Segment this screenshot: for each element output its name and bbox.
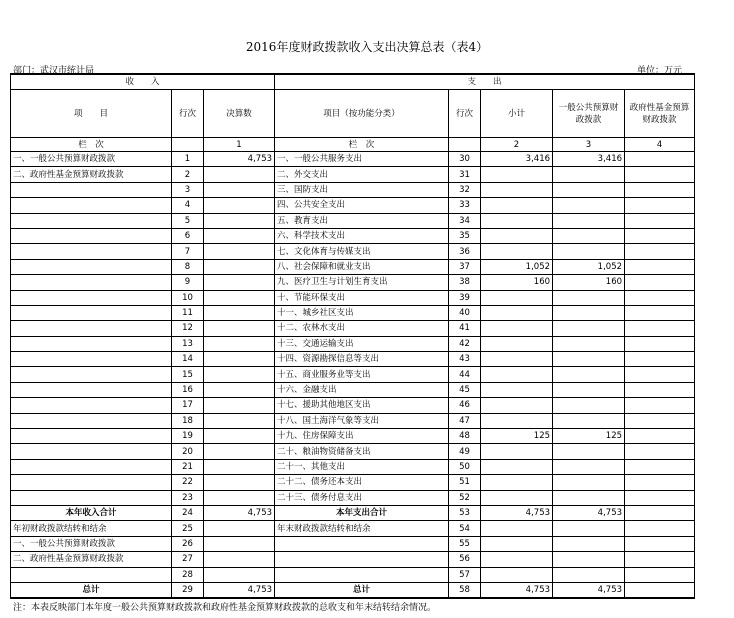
left-value: [204, 490, 275, 505]
general-value: 125: [553, 429, 625, 444]
right-line: 54: [449, 521, 481, 536]
right-line: 56: [449, 552, 481, 567]
left-item: 年初财政拨款结转和结余: [11, 521, 172, 536]
right-item: 总计: [275, 582, 449, 598]
left-value: [204, 475, 275, 490]
left-item: 本年收入合计: [11, 505, 172, 520]
table-row: [11, 321, 695, 336]
left-line: 23: [172, 490, 204, 505]
fund-value: [625, 336, 695, 351]
subtotal-value: [481, 228, 553, 243]
subtotal-value: [481, 305, 553, 320]
budget-summary-table: [10, 73, 695, 599]
right-item: 十三、交通运输支出: [275, 336, 449, 351]
right-item: 二十、粮油物资储备支出: [275, 444, 449, 459]
fund-value: [625, 475, 695, 490]
fund-value: [625, 536, 695, 551]
left-item: [11, 367, 172, 382]
fund-value: [625, 167, 695, 182]
right-item: 本年支出合计: [275, 505, 449, 520]
general-value: [553, 459, 625, 474]
general-value: [553, 198, 625, 213]
left-line: 10: [172, 290, 204, 305]
general-value: 1,052: [553, 259, 625, 274]
right-line: 43: [449, 352, 481, 367]
right-line: 45: [449, 382, 481, 397]
general-value: [553, 398, 625, 413]
left-line: 26: [172, 536, 204, 551]
left-item: [11, 352, 172, 367]
right-item: 二十三、债务付息支出: [275, 490, 449, 505]
right-line: 58: [449, 582, 481, 598]
left-line: 18: [172, 413, 204, 428]
general-value: [553, 244, 625, 259]
table-row: [11, 398, 695, 413]
fund-value: [625, 582, 695, 598]
col-item-func-header: 项目（按功能分类）: [275, 90, 449, 138]
left-line: 20: [172, 444, 204, 459]
subtotal-value: [481, 398, 553, 413]
fund-value: [625, 382, 695, 397]
table-row: [11, 505, 695, 520]
table-row: [11, 521, 695, 536]
left-item: [11, 182, 172, 197]
table-row: [11, 290, 695, 305]
left-value: [204, 552, 275, 567]
general-value: [553, 290, 625, 305]
general-value: [553, 167, 625, 182]
general-value: [553, 228, 625, 243]
general-value: [553, 321, 625, 336]
subtotal-value: [481, 552, 553, 567]
left-line: 13: [172, 336, 204, 351]
right-item: 十、节能环保支出: [275, 290, 449, 305]
right-item: 十五、商业服务业等支出: [275, 367, 449, 382]
right-item: 十四、资源勘探信息等支出: [275, 352, 449, 367]
left-value: [204, 382, 275, 397]
left-item: [11, 567, 172, 582]
fund-value: [625, 198, 695, 213]
left-item: [11, 213, 172, 228]
right-line: 55: [449, 536, 481, 551]
left-line: 27: [172, 552, 204, 567]
left-item: [11, 259, 172, 274]
subtotal-value: 3,416: [481, 152, 553, 167]
left-value: 4,753: [204, 582, 275, 598]
fund-value: [625, 552, 695, 567]
left-line: 7: [172, 244, 204, 259]
fund-value: [625, 367, 695, 382]
right-line: 32: [449, 182, 481, 197]
subtotal-value: 4,753: [481, 582, 553, 598]
left-line: 5: [172, 213, 204, 228]
lane-c1: 1: [204, 138, 275, 152]
table-row: [11, 228, 695, 243]
left-value: [204, 290, 275, 305]
left-value: [204, 305, 275, 320]
left-value: [204, 336, 275, 351]
table-row: [11, 367, 695, 382]
right-line: 44: [449, 367, 481, 382]
subtotal-value: [481, 182, 553, 197]
left-item: 二、政府性基金预算财政拨款: [11, 167, 172, 182]
right-line: 57: [449, 567, 481, 582]
subtotal-value: [481, 336, 553, 351]
right-item: 十九、住房保障支出: [275, 429, 449, 444]
lane-label: 栏 次: [11, 138, 172, 152]
right-line: 39: [449, 290, 481, 305]
general-value: [553, 444, 625, 459]
subtotal-value: 1,052: [481, 259, 553, 274]
table-row: [11, 382, 695, 397]
left-value: [204, 228, 275, 243]
subtotal-value: 4,753: [481, 505, 553, 520]
general-value: 160: [553, 275, 625, 290]
table-row: [11, 459, 695, 474]
left-item: [11, 336, 172, 351]
subtotal-value: [481, 367, 553, 382]
report-title: 2016年度财政拨款收入支出决算总表（表4）: [245, 40, 489, 54]
fund-value: [625, 413, 695, 428]
left-line: 12: [172, 321, 204, 336]
left-item: [11, 244, 172, 259]
fund-value: [625, 213, 695, 228]
left-item: [11, 198, 172, 213]
right-line: 41: [449, 321, 481, 336]
table-row: [11, 259, 695, 274]
right-item: 十八、国土海洋气象等支出: [275, 413, 449, 428]
table-row: [11, 490, 695, 505]
right-item: 二十一、其他支出: [275, 459, 449, 474]
table-row: [11, 182, 695, 197]
fund-value: [625, 152, 695, 167]
left-line: 19: [172, 429, 204, 444]
left-value: [204, 244, 275, 259]
general-value: 4,753: [553, 505, 625, 520]
left-item: [11, 321, 172, 336]
left-line: 14: [172, 352, 204, 367]
general-value: [553, 336, 625, 351]
subtotal-value: [481, 352, 553, 367]
fund-value: [625, 321, 695, 336]
left-item: 一、一般公共预算财政拨款: [11, 536, 172, 551]
col-general-header: 一般公共预算财政拨款: [553, 90, 625, 138]
left-value: [204, 259, 275, 274]
right-line: 30: [449, 152, 481, 167]
left-line: 11: [172, 305, 204, 320]
right-line: 37: [449, 259, 481, 274]
left-item: 二、政府性基金预算财政拨款: [11, 552, 172, 567]
subtotal-value: [481, 382, 553, 397]
right-line: 50: [449, 459, 481, 474]
fund-value: [625, 290, 695, 305]
left-line: 15: [172, 367, 204, 382]
fund-value: [625, 305, 695, 320]
general-value: 3,416: [553, 152, 625, 167]
left-line: 16: [172, 382, 204, 397]
fund-value: [625, 182, 695, 197]
left-value: [204, 459, 275, 474]
subtotal-value: [481, 567, 553, 582]
right-line: 35: [449, 228, 481, 243]
subtotal-value: [481, 413, 553, 428]
right-line: 49: [449, 444, 481, 459]
right-line: 31: [449, 167, 481, 182]
table-row: [11, 413, 695, 428]
general-value: [553, 367, 625, 382]
left-line: 25: [172, 521, 204, 536]
table-row: [11, 582, 695, 598]
fund-value: [625, 521, 695, 536]
general-value: [553, 552, 625, 567]
subtotal-value: [481, 198, 553, 213]
left-value: [204, 429, 275, 444]
right-line: 36: [449, 244, 481, 259]
right-item: 五、教育支出: [275, 213, 449, 228]
right-line: 34: [449, 213, 481, 228]
left-value: 4,753: [204, 152, 275, 167]
expense-section-header: 支 出: [275, 74, 695, 90]
left-item: [11, 305, 172, 320]
table-row: [11, 244, 695, 259]
right-item: 三、国防支出: [275, 182, 449, 197]
fund-value: [625, 567, 695, 582]
table-row: [11, 198, 695, 213]
subtotal-value: [481, 213, 553, 228]
subtotal-value: [481, 490, 553, 505]
right-line: 48: [449, 429, 481, 444]
unit-label: 单位：万元: [636, 66, 682, 76]
right-line: 38: [449, 275, 481, 290]
table-row: [11, 152, 695, 167]
subtotal-value: [481, 444, 553, 459]
table-row: [11, 167, 695, 182]
right-item: [275, 567, 449, 582]
table-row: [11, 213, 695, 228]
subtotal-value: [481, 244, 553, 259]
left-value: [204, 413, 275, 428]
left-value: [204, 321, 275, 336]
left-item: [11, 413, 172, 428]
table-row: [11, 275, 695, 290]
left-item: [11, 429, 172, 444]
table-row: [11, 567, 695, 582]
left-line: 8: [172, 259, 204, 274]
fund-value: [625, 505, 695, 520]
right-item: 二十二、债务还本支出: [275, 475, 449, 490]
right-item: 九、医疗卫生与计划生育支出: [275, 275, 449, 290]
fund-value: [625, 259, 695, 274]
col-line2-header: 行次: [449, 90, 481, 138]
left-value: [204, 398, 275, 413]
fund-value: [625, 429, 695, 444]
general-value: 4,753: [553, 582, 625, 598]
left-line: 3: [172, 182, 204, 197]
general-value: [553, 475, 625, 490]
general-value: [553, 305, 625, 320]
fund-value: [625, 490, 695, 505]
col-line-header: 行次: [172, 90, 204, 138]
left-line: 21: [172, 459, 204, 474]
left-item: [11, 459, 172, 474]
table-row: [11, 475, 695, 490]
left-line: 29: [172, 582, 204, 598]
subtotal-value: [481, 521, 553, 536]
general-value: [553, 213, 625, 228]
general-value: [553, 536, 625, 551]
right-item: 一、一般公共服务支出: [275, 152, 449, 167]
department-label: 部门：武汉市统计局: [13, 66, 95, 76]
right-item: 六、科学技术支出: [275, 228, 449, 243]
right-line: 47: [449, 413, 481, 428]
general-value: [553, 567, 625, 582]
subtotal-value: [481, 475, 553, 490]
footnote: 注：本表反映部门本年度一般公共预算财政拨款和政府性基金预算财政拨款的总收支和年末结转结余情况。: [13, 603, 437, 613]
fund-value: [625, 228, 695, 243]
left-value: 4,753: [204, 505, 275, 520]
left-line: 22: [172, 475, 204, 490]
subtotal-value: [481, 536, 553, 551]
left-value: [204, 444, 275, 459]
left-line: 6: [172, 228, 204, 243]
left-line: 28: [172, 567, 204, 582]
right-line: 46: [449, 398, 481, 413]
right-line: 40: [449, 305, 481, 320]
left-item: 一、一般公共预算财政拨款: [11, 152, 172, 167]
right-line: 51: [449, 475, 481, 490]
subtotal-value: 125: [481, 429, 553, 444]
right-item: 年末财政拨款结转和结余: [275, 521, 449, 536]
right-item: 七、文化体育与传媒支出: [275, 244, 449, 259]
fund-value: [625, 275, 695, 290]
left-value: [204, 275, 275, 290]
table-row: [11, 336, 695, 351]
subtotal-value: [481, 459, 553, 474]
left-item: [11, 228, 172, 243]
left-line: 4: [172, 198, 204, 213]
fund-value: [625, 459, 695, 474]
left-value: [204, 198, 275, 213]
right-item: 十七、援助其他地区支出: [275, 398, 449, 413]
general-value: [553, 182, 625, 197]
left-item: [11, 290, 172, 305]
left-item: [11, 382, 172, 397]
subtotal-value: 160: [481, 275, 553, 290]
subtotal-value: [481, 321, 553, 336]
right-item: 四、公共安全支出: [275, 198, 449, 213]
left-value: [204, 536, 275, 551]
right-item: 十六、金融支出: [275, 382, 449, 397]
left-item: [11, 444, 172, 459]
left-item: [11, 490, 172, 505]
col-subtotal-header: 小计: [481, 90, 553, 138]
col-item-header: 项 目: [11, 90, 172, 138]
table-row: [11, 444, 695, 459]
left-item: [11, 275, 172, 290]
right-item: 二、外交支出: [275, 167, 449, 182]
left-value: [204, 567, 275, 582]
left-value: [204, 182, 275, 197]
fund-value: [625, 444, 695, 459]
right-item: 八、社会保障和就业支出: [275, 259, 449, 274]
table-row: [11, 352, 695, 367]
table-row: [11, 552, 695, 567]
lane-c4: 4: [625, 138, 695, 152]
left-item: 总计: [11, 582, 172, 598]
table-row: [11, 429, 695, 444]
left-item: [11, 475, 172, 490]
left-item: [11, 398, 172, 413]
subtotal-value: [481, 290, 553, 305]
left-line: 2: [172, 167, 204, 182]
right-line: 52: [449, 490, 481, 505]
right-item: 十一、城乡社区支出: [275, 305, 449, 320]
table-row: [11, 305, 695, 320]
table-row: [11, 536, 695, 551]
col-fund-header: 政府性基金预算财政拨款: [625, 90, 695, 138]
left-line: 24: [172, 505, 204, 520]
general-value: [553, 413, 625, 428]
general-value: [553, 352, 625, 367]
col-final-header: 决算数: [204, 90, 275, 138]
general-value: [553, 521, 625, 536]
left-value: [204, 521, 275, 536]
general-value: [553, 382, 625, 397]
fund-value: [625, 352, 695, 367]
fund-value: [625, 244, 695, 259]
right-line: 53: [449, 505, 481, 520]
left-line: 9: [172, 275, 204, 290]
lane-c2: 2: [481, 138, 553, 152]
left-value: [204, 367, 275, 382]
right-line: 42: [449, 336, 481, 351]
right-item: [275, 552, 449, 567]
general-value: [553, 490, 625, 505]
lane-label-2: 栏 次: [275, 138, 449, 152]
left-value: [204, 167, 275, 182]
left-value: [204, 213, 275, 228]
left-value: [204, 352, 275, 367]
left-line: 17: [172, 398, 204, 413]
subtotal-value: [481, 167, 553, 182]
fund-value: [625, 398, 695, 413]
right-line: 33: [449, 198, 481, 213]
lane-c3: 3: [553, 138, 625, 152]
right-item: 十二、农林水支出: [275, 321, 449, 336]
income-section-header: 收 入: [11, 74, 275, 90]
right-item: [275, 536, 449, 551]
left-line: 1: [172, 152, 204, 167]
